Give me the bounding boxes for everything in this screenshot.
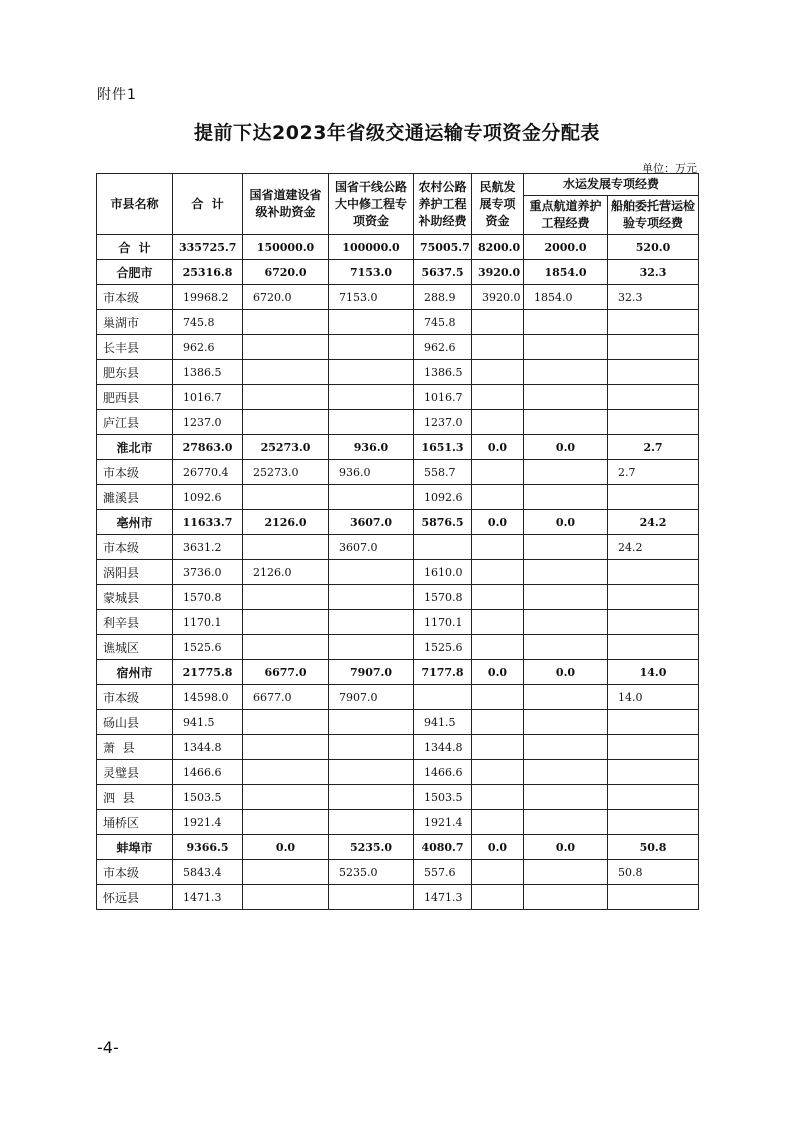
- cell-rural-road: 1170.1: [414, 610, 472, 635]
- cell-waterway: [524, 635, 608, 660]
- cell-city-name: 市本级: [97, 685, 173, 710]
- cell-waterway: [524, 310, 608, 335]
- table-row: [97, 410, 699, 435]
- cell-trunk-repair: 936.0: [329, 435, 414, 460]
- cell-city-name: 谯城区: [97, 635, 173, 660]
- cell-ship-inspection: [608, 810, 699, 835]
- cell-city-name: 肥东县: [97, 360, 173, 385]
- table-row: [97, 685, 699, 710]
- cell-total: 1344.8: [173, 735, 243, 760]
- cell-ship-inspection: [608, 710, 699, 735]
- cell-aviation: [472, 710, 524, 735]
- cell-ship-inspection: [608, 760, 699, 785]
- cell-ship-inspection: [608, 785, 699, 810]
- cell-waterway: 1854.0: [524, 260, 608, 285]
- cell-waterway: [524, 610, 608, 635]
- cell-road-subsidy: [243, 710, 329, 735]
- cell-waterway: [524, 360, 608, 385]
- table-row: [97, 535, 699, 560]
- cell-aviation: [472, 335, 524, 360]
- cell-total: 1170.1: [173, 610, 243, 635]
- cell-ship-inspection: 24.2: [608, 535, 699, 560]
- cell-aviation: 0.0: [472, 435, 524, 460]
- cell-waterway: [524, 860, 608, 885]
- table-row: [97, 235, 699, 260]
- cell-total: 3736.0: [173, 560, 243, 585]
- cell-waterway: [524, 460, 608, 485]
- table-row: [97, 435, 699, 460]
- cell-rural-road: 745.8: [414, 310, 472, 335]
- cell-aviation: [472, 410, 524, 435]
- cell-trunk-repair: 936.0: [329, 460, 414, 485]
- header-total: 合 计: [173, 174, 243, 235]
- table-row: [97, 860, 699, 885]
- cell-city-name: 淮北市: [97, 435, 173, 460]
- cell-rural-road: 1503.5: [414, 785, 472, 810]
- cell-ship-inspection: [608, 360, 699, 385]
- cell-ship-inspection: [608, 885, 699, 910]
- cell-ship-inspection: [608, 310, 699, 335]
- cell-rural-road: 941.5: [414, 710, 472, 735]
- cell-ship-inspection: 32.3: [608, 285, 699, 310]
- header-ship-inspection: 船舶委托营运检验专项经费: [608, 196, 699, 235]
- cell-ship-inspection: 50.8: [608, 860, 699, 885]
- table-row: [97, 360, 699, 385]
- cell-aviation: [472, 585, 524, 610]
- cell-waterway: [524, 535, 608, 560]
- cell-ship-inspection: 14.0: [608, 660, 699, 685]
- cell-city-name: 萧 县: [97, 735, 173, 760]
- cell-trunk-repair: [329, 560, 414, 585]
- cell-road-subsidy: 2126.0: [243, 560, 329, 585]
- cell-total: 5843.4: [173, 860, 243, 885]
- cell-rural-road: 1016.7: [414, 385, 472, 410]
- cell-aviation: [472, 735, 524, 760]
- cell-waterway: [524, 335, 608, 360]
- cell-total: 1503.5: [173, 785, 243, 810]
- cell-trunk-repair: [329, 360, 414, 385]
- cell-trunk-repair: 3607.0: [329, 510, 414, 535]
- cell-trunk-repair: [329, 760, 414, 785]
- cell-aviation: [472, 635, 524, 660]
- cell-aviation: [472, 685, 524, 710]
- cell-total: 11633.7: [173, 510, 243, 535]
- cell-ship-inspection: [608, 585, 699, 610]
- allocation-table: [96, 173, 699, 910]
- cell-road-subsidy: [243, 385, 329, 410]
- cell-total: 962.6: [173, 335, 243, 360]
- cell-road-subsidy: [243, 610, 329, 635]
- cell-aviation: [472, 560, 524, 585]
- cell-rural-road: 288.9: [414, 285, 472, 310]
- cell-city-name: 濉溪县: [97, 485, 173, 510]
- table-row: [97, 660, 699, 685]
- table-row: [97, 560, 699, 585]
- table-row: [97, 310, 699, 335]
- header-city: 市县名称: [97, 174, 173, 235]
- cell-road-subsidy: [243, 585, 329, 610]
- cell-road-subsidy: [243, 485, 329, 510]
- cell-city-name: 蒙城县: [97, 585, 173, 610]
- cell-aviation: 0.0: [472, 835, 524, 860]
- cell-city-name: 怀远县: [97, 885, 173, 910]
- table-row: [97, 885, 699, 910]
- cell-total: 1471.3: [173, 885, 243, 910]
- cell-aviation: [472, 610, 524, 635]
- cell-trunk-repair: 7153.0: [329, 260, 414, 285]
- cell-road-subsidy: [243, 735, 329, 760]
- cell-waterway: 2000.0: [524, 235, 608, 260]
- cell-waterway: [524, 735, 608, 760]
- cell-city-name: 灵璧县: [97, 760, 173, 785]
- cell-road-subsidy: [243, 310, 329, 335]
- cell-rural-road: 557.6: [414, 860, 472, 885]
- cell-city-name: 蚌埠市: [97, 835, 173, 860]
- cell-total: 25316.8: [173, 260, 243, 285]
- page-number: -4-: [97, 1038, 119, 1057]
- cell-rural-road: 7177.8: [414, 660, 472, 685]
- cell-ship-inspection: [608, 735, 699, 760]
- cell-rural-road: [414, 535, 472, 560]
- cell-city-name: 合肥市: [97, 260, 173, 285]
- cell-road-subsidy: 2126.0: [243, 510, 329, 535]
- cell-road-subsidy: [243, 885, 329, 910]
- cell-trunk-repair: 5235.0: [329, 835, 414, 860]
- cell-road-subsidy: [243, 410, 329, 435]
- header-water-group: 水运发展专项经费: [524, 174, 699, 196]
- cell-waterway: [524, 710, 608, 735]
- cell-road-subsidy: 0.0: [243, 835, 329, 860]
- unit-label: 单位：万元: [642, 162, 697, 175]
- cell-road-subsidy: 6720.0: [243, 285, 329, 310]
- cell-ship-inspection: 2.7: [608, 435, 699, 460]
- cell-waterway: [524, 585, 608, 610]
- cell-trunk-repair: [329, 585, 414, 610]
- cell-rural-road: 5876.5: [414, 510, 472, 535]
- cell-city-name: 利辛县: [97, 610, 173, 635]
- cell-trunk-repair: 100000.0: [329, 235, 414, 260]
- table-row: [97, 585, 699, 610]
- table-row: [97, 260, 699, 285]
- table-row: [97, 485, 699, 510]
- cell-aviation: 0.0: [472, 660, 524, 685]
- cell-ship-inspection: [608, 410, 699, 435]
- cell-rural-road: 1466.6: [414, 760, 472, 785]
- cell-rural-road: [414, 685, 472, 710]
- cell-trunk-repair: [329, 410, 414, 435]
- cell-waterway: 1854.0: [524, 285, 608, 310]
- table-body: [97, 235, 699, 910]
- cell-trunk-repair: 7907.0: [329, 660, 414, 685]
- cell-ship-inspection: 520.0: [608, 235, 699, 260]
- cell-total: 27863.0: [173, 435, 243, 460]
- cell-trunk-repair: 7907.0: [329, 685, 414, 710]
- cell-city-name: 巢湖市: [97, 310, 173, 335]
- cell-ship-inspection: 50.8: [608, 835, 699, 860]
- header-waterway: 重点航道养护工程经费: [524, 196, 608, 235]
- cell-road-subsidy: 6677.0: [243, 685, 329, 710]
- cell-aviation: [472, 310, 524, 335]
- cell-trunk-repair: [329, 610, 414, 635]
- cell-city-name: 庐江县: [97, 410, 173, 435]
- cell-city-name: 宿州市: [97, 660, 173, 685]
- cell-rural-road: 1570.8: [414, 585, 472, 610]
- table-row: [97, 835, 699, 860]
- cell-waterway: [524, 685, 608, 710]
- cell-rural-road: 5637.5: [414, 260, 472, 285]
- cell-waterway: 0.0: [524, 435, 608, 460]
- cell-road-subsidy: [243, 535, 329, 560]
- cell-waterway: [524, 485, 608, 510]
- header-rural-road: 农村公路养护工程补助经费: [414, 174, 472, 235]
- cell-ship-inspection: 24.2: [608, 510, 699, 535]
- cell-road-subsidy: 25273.0: [243, 460, 329, 485]
- cell-waterway: [524, 410, 608, 435]
- cell-rural-road: 1651.3: [414, 435, 472, 460]
- cell-city-name: 市本级: [97, 860, 173, 885]
- cell-waterway: [524, 810, 608, 835]
- cell-total: 1525.6: [173, 635, 243, 660]
- cell-waterway: [524, 785, 608, 810]
- cell-aviation: 3920.0: [472, 260, 524, 285]
- cell-city-name: 涡阳县: [97, 560, 173, 585]
- cell-aviation: [472, 810, 524, 835]
- cell-ship-inspection: [608, 560, 699, 585]
- cell-aviation: [472, 385, 524, 410]
- table-row: [97, 385, 699, 410]
- table-row: [97, 285, 699, 310]
- cell-total: 26770.4: [173, 460, 243, 485]
- cell-ship-inspection: [608, 335, 699, 360]
- cell-trunk-repair: [329, 485, 414, 510]
- cell-trunk-repair: [329, 710, 414, 735]
- cell-aviation: [472, 785, 524, 810]
- cell-trunk-repair: [329, 385, 414, 410]
- table-row: [97, 635, 699, 660]
- cell-rural-road: 1471.3: [414, 885, 472, 910]
- cell-aviation: [472, 485, 524, 510]
- cell-total: 1237.0: [173, 410, 243, 435]
- table-row: [97, 710, 699, 735]
- cell-total: 1386.5: [173, 360, 243, 385]
- cell-ship-inspection: 2.7: [608, 460, 699, 485]
- table-row: [97, 460, 699, 485]
- cell-trunk-repair: [329, 735, 414, 760]
- cell-rural-road: 1092.6: [414, 485, 472, 510]
- cell-rural-road: 75005.7: [414, 235, 472, 260]
- cell-total: 1092.6: [173, 485, 243, 510]
- cell-road-subsidy: 25273.0: [243, 435, 329, 460]
- cell-rural-road: 1610.0: [414, 560, 472, 585]
- cell-aviation: [472, 460, 524, 485]
- cell-road-subsidy: [243, 785, 329, 810]
- cell-aviation: 0.0: [472, 510, 524, 535]
- cell-total: 21775.8: [173, 660, 243, 685]
- cell-waterway: [524, 885, 608, 910]
- table-row: [97, 335, 699, 360]
- cell-city-name: 长丰县: [97, 335, 173, 360]
- cell-trunk-repair: [329, 310, 414, 335]
- cell-waterway: 0.0: [524, 660, 608, 685]
- cell-aviation: [472, 760, 524, 785]
- cell-trunk-repair: [329, 335, 414, 360]
- table-row: [97, 510, 699, 535]
- cell-city-name: 肥西县: [97, 385, 173, 410]
- cell-road-subsidy: [243, 860, 329, 885]
- cell-rural-road: 1525.6: [414, 635, 472, 660]
- cell-trunk-repair: 7153.0: [329, 285, 414, 310]
- attachment-label: 附件1: [97, 87, 137, 103]
- cell-road-subsidy: 6677.0: [243, 660, 329, 685]
- cell-city-name: 埇桥区: [97, 810, 173, 835]
- cell-rural-road: 4080.7: [414, 835, 472, 860]
- cell-total: 941.5: [173, 710, 243, 735]
- header-aviation: 民航发展专项资金: [472, 174, 524, 235]
- table-row: [97, 735, 699, 760]
- cell-road-subsidy: 150000.0: [243, 235, 329, 260]
- cell-aviation: [472, 360, 524, 385]
- header-road-subsidy: 国省道建设省级补助资金: [243, 174, 329, 235]
- cell-aviation: [472, 885, 524, 910]
- cell-road-subsidy: [243, 760, 329, 785]
- cell-ship-inspection: 32.3: [608, 260, 699, 285]
- cell-ship-inspection: [608, 635, 699, 660]
- cell-road-subsidy: 6720.0: [243, 260, 329, 285]
- cell-rural-road: 1344.8: [414, 735, 472, 760]
- cell-aviation: [472, 860, 524, 885]
- cell-city-name: 市本级: [97, 460, 173, 485]
- cell-road-subsidy: [243, 810, 329, 835]
- cell-rural-road: 1921.4: [414, 810, 472, 835]
- cell-ship-inspection: [608, 385, 699, 410]
- cell-city-name: 市本级: [97, 285, 173, 310]
- cell-total: 1466.6: [173, 760, 243, 785]
- cell-waterway: [524, 385, 608, 410]
- cell-city-name: 泗 县: [97, 785, 173, 810]
- cell-city-name: 合 计: [97, 235, 173, 260]
- cell-total: 745.8: [173, 310, 243, 335]
- header-trunk-repair: 国省干线公路大中修工程专项资金: [329, 174, 414, 235]
- table-row: [97, 610, 699, 635]
- cell-city-name: 亳州市: [97, 510, 173, 535]
- cell-total: 19968.2: [173, 285, 243, 310]
- cell-total: 335725.7: [173, 235, 243, 260]
- cell-trunk-repair: 5235.0: [329, 860, 414, 885]
- cell-total: 1921.4: [173, 810, 243, 835]
- cell-waterway: [524, 760, 608, 785]
- cell-road-subsidy: [243, 360, 329, 385]
- cell-total: 9366.5: [173, 835, 243, 860]
- cell-trunk-repair: [329, 810, 414, 835]
- cell-rural-road: 558.7: [414, 460, 472, 485]
- cell-waterway: [524, 560, 608, 585]
- cell-aviation: 8200.0: [472, 235, 524, 260]
- table-row: [97, 785, 699, 810]
- cell-ship-inspection: [608, 485, 699, 510]
- cell-city-name: 砀山县: [97, 710, 173, 735]
- cell-ship-inspection: 14.0: [608, 685, 699, 710]
- cell-road-subsidy: [243, 635, 329, 660]
- cell-waterway: 0.0: [524, 835, 608, 860]
- cell-total: 14598.0: [173, 685, 243, 710]
- page-title: 提前下达2023年省级交通运输专项资金分配表: [194, 122, 600, 144]
- cell-rural-road: 1386.5: [414, 360, 472, 385]
- table-row: [97, 760, 699, 785]
- cell-rural-road: 1237.0: [414, 410, 472, 435]
- cell-waterway: 0.0: [524, 510, 608, 535]
- cell-aviation: 3920.0: [472, 285, 524, 310]
- cell-trunk-repair: [329, 785, 414, 810]
- cell-aviation: [472, 535, 524, 560]
- table-row: [97, 810, 699, 835]
- cell-ship-inspection: [608, 610, 699, 635]
- cell-road-subsidy: [243, 335, 329, 360]
- cell-total: 1570.8: [173, 585, 243, 610]
- cell-trunk-repair: 3607.0: [329, 535, 414, 560]
- cell-rural-road: 962.6: [414, 335, 472, 360]
- cell-trunk-repair: [329, 635, 414, 660]
- cell-total: 1016.7: [173, 385, 243, 410]
- cell-total: 3631.2: [173, 535, 243, 560]
- cell-city-name: 市本级: [97, 535, 173, 560]
- cell-trunk-repair: [329, 885, 414, 910]
